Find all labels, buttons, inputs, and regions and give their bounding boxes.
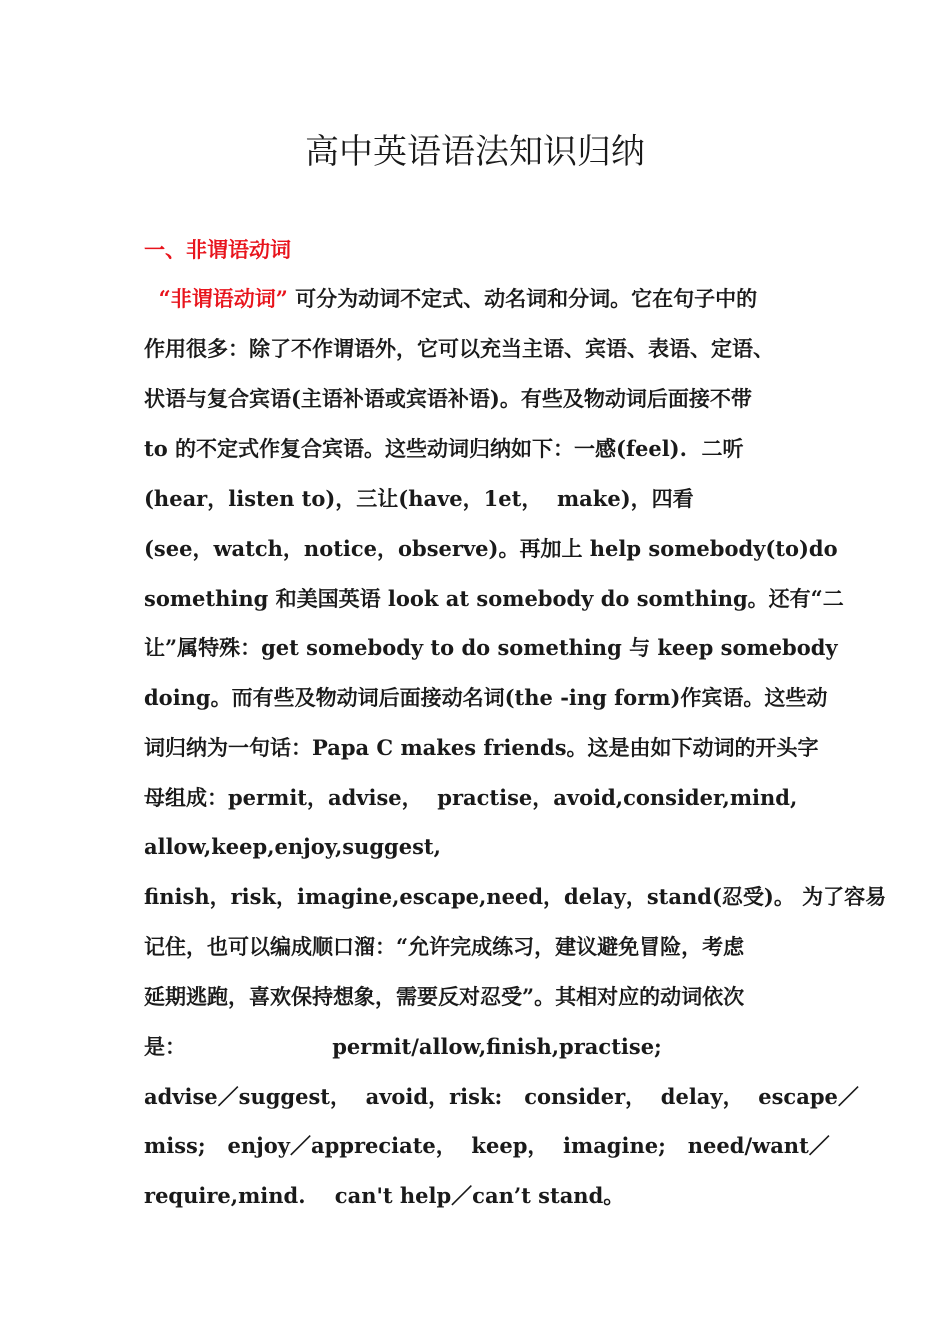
paragraph-line: 母组成：permit，advise， practise，avoid,consider,mind,	[144, 785, 798, 810]
paragraph-line: 是： permit/allow,finish,practise;	[144, 1034, 662, 1059]
paragraph-line: require,mind. can't help／can’t stand。	[144, 1183, 625, 1208]
paragraph-line: finish，risk，imagine,escape,need，delay，stand(忍受)。 为了容易	[144, 884, 887, 909]
lead-term: “非谓语动词”	[158, 286, 288, 311]
paragraph-line: allow,keep,enjoy,suggest,	[144, 834, 441, 859]
paragraph-line: 让”属特殊：get somebody to do something 与 keep somebody	[144, 635, 838, 660]
paragraph-line: something 和美国英语 look at somebody do somthing。还有“二	[144, 586, 844, 611]
paragraph-line	[144, 281, 757, 317]
paragraph-line: (hear，listen to)，三让(have，1et， make)，四看	[144, 486, 694, 511]
paragraph-line: 作用很多：除了不作谓语外，它可以充当主语、宾语、表语、定语、	[144, 336, 774, 361]
paragraph-line: miss; enjoy／appreciate， keep， imagine; need/want／	[144, 1133, 830, 1158]
paragraph-line: 状语与复合宾语(主语补语或宾语补语)。有些及物动词后面接不带	[144, 386, 752, 411]
paragraph-line: advise／suggest， avoid，risk: consider， delay， escape／	[144, 1084, 859, 1109]
paragraph-line: 词归纳为一句话：Papa C makes friends。这是由如下动词的开头字	[144, 735, 819, 760]
document-title: 高中英语语法知识归纳	[305, 132, 645, 172]
paragraph-line-text: 可分为动词不定式、动名词和分词。它在句子中的	[295, 286, 758, 311]
paragraph-line: 记住，也可以编成顺口溜：“允许完成练习，建议避免冒险，考虑	[144, 934, 745, 959]
section-heading: 一、非谓语动词	[144, 237, 291, 262]
paragraph-line: (see，watch，notice，observe)。再加上 help somebody(to)do	[144, 536, 838, 561]
paragraph-line: 延期逃跑，喜欢保持想象，需要反对忍受”。其相对应的动词依次	[144, 984, 745, 1009]
paragraph-line: to 的不定式作复合宾语。这些动词归纳如下：一感(feel). 二听	[144, 436, 744, 461]
paragraph-line: doing。而有些及物动词后面接动名词(the -ing form)作宾语。这些动	[144, 685, 828, 710]
